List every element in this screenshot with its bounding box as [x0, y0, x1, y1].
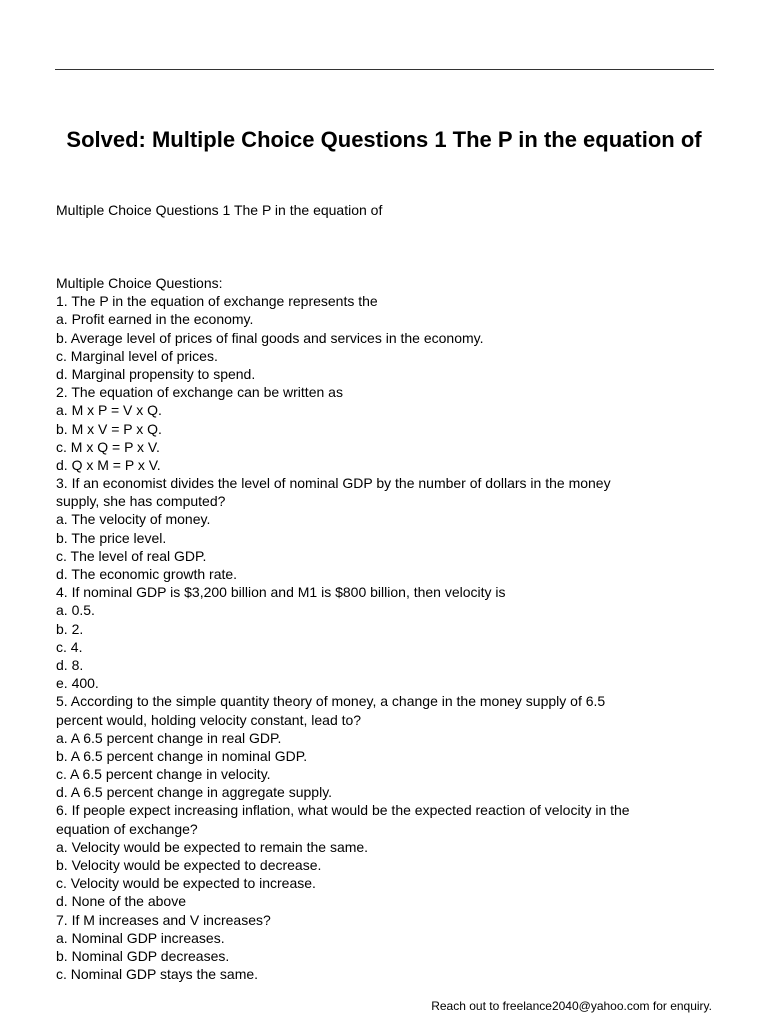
- text-line: e. 400.: [56, 675, 99, 692]
- text-line: c. Nominal GDP stays the same.: [56, 966, 259, 983]
- text-line: a. 0.5.: [56, 602, 95, 619]
- text-line: b. Velocity would be expected to decrease.: [56, 857, 322, 873]
- text-line: c. Marginal level of prices.: [56, 347, 218, 364]
- text-line: Multiple Choice Questions:: [56, 275, 223, 291]
- text-line: c. M x Q = P x V.: [56, 438, 160, 455]
- text-line: 3. If an economist divides the level of nominal GDP by the number of dollars in the money: [56, 475, 611, 492]
- text-line: b. A 6.5 percent change in nominal GDP.: [56, 747, 308, 764]
- text-line: 2. The equation of exchange can be written as: [56, 384, 343, 401]
- text-line: b. 2.: [56, 620, 84, 637]
- text-line: d. A 6.5 percent change in aggregate supply.: [56, 784, 333, 801]
- text-line: percent would, holding velocity constant, lead to?: [56, 711, 362, 728]
- text-line: c. 4.: [56, 638, 83, 655]
- text-line: a. Velocity would be expected to remain the same.: [56, 838, 369, 855]
- text-line: 4. If nominal GDP is $3,200 billion and M1 is $800 billion, then velocity is: [56, 584, 506, 601]
- text-line: a. Nominal GDP increases.: [56, 929, 225, 946]
- text-line: a. M x P = V x Q.: [56, 402, 162, 419]
- text-line: d. None of the above: [56, 893, 186, 910]
- header-divider: [55, 69, 714, 70]
- text-line: 7. If M increases and V increases?: [56, 911, 271, 928]
- text-line: d. The economic growth rate.: [56, 566, 238, 582]
- footer-contact-note: Reach out to freelance2040@yahoo.com for enquiry.: [431, 999, 712, 1013]
- text-line: c. Velocity would be expected to increase.: [56, 875, 316, 892]
- text-line: a. A 6.5 percent change in real GDP.: [56, 729, 282, 746]
- text-line: d. Marginal propensity to spend.: [56, 365, 256, 382]
- text-line: b. Average level of prices of final goods and services in the economy.: [56, 329, 484, 346]
- text-line: supply, she has computed?: [56, 493, 226, 510]
- text-line: c. A 6.5 percent change in velocity.: [56, 766, 271, 783]
- text-line: 6. If people expect increasing inflation, what would be the expected reaction of velocity in the: [56, 802, 630, 819]
- text-line: a. Profit earned in the economy.: [56, 311, 254, 328]
- text-line: d. Q x M = P x V.: [56, 456, 161, 473]
- text-line: 1. The P in the equation of exchange represents the: [56, 293, 378, 310]
- page-title: Solved: Multiple Choice Questions 1 The P in the equation of: [66, 127, 702, 152]
- text-line: d. 8.: [56, 656, 84, 673]
- text-line: equation of exchange?: [56, 820, 198, 837]
- text-line: a. The velocity of money.: [56, 511, 211, 528]
- text-line: 5. According to the simple quantity theory of money, a change in the money supply of 6.5: [56, 693, 606, 710]
- text-line: b. The price level.: [56, 529, 167, 546]
- text-line: c. The level of real GDP.: [56, 547, 207, 564]
- text-line: b. Nominal GDP decreases.: [56, 947, 230, 964]
- text-line: b. M x V = P x Q.: [56, 420, 162, 437]
- page-subtitle: Multiple Choice Questions 1 The P in the equation of: [56, 202, 383, 218]
- question-list: [56, 274, 726, 983]
